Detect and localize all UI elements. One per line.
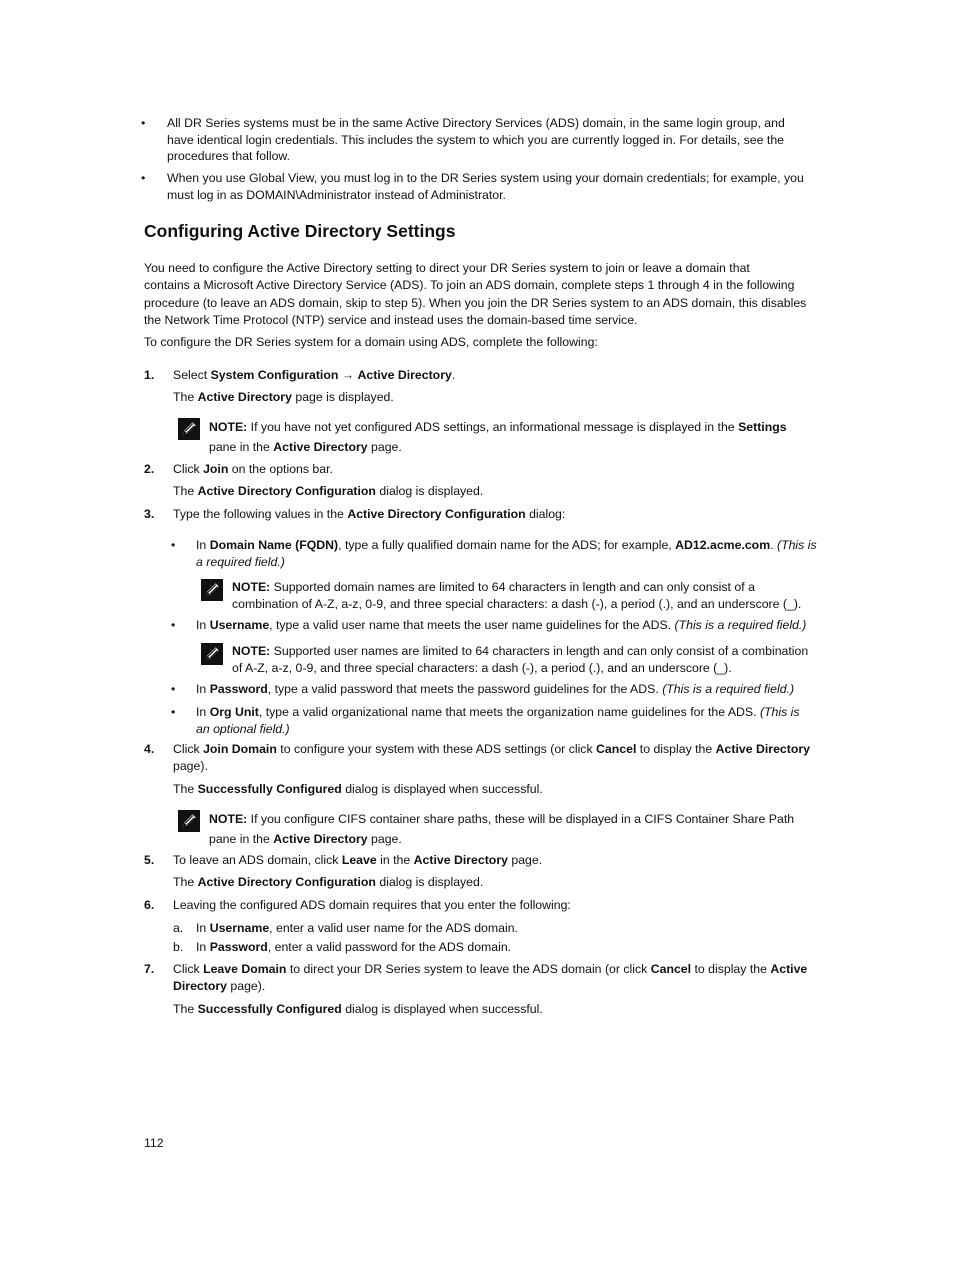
step-7: 7. Click Leave Domain to direct your DR Series system to leave the ADS domain (or click Cancel to display the Active Directory page).	[144, 962, 808, 993]
step-6-item-a: a. In Username, enter a valid user name for the ADS domain.	[173, 921, 518, 935]
bullet-glyph: •	[141, 116, 146, 130]
bullet-glyph: •	[171, 538, 176, 552]
item-label: b.	[173, 940, 184, 954]
term-active-directory: Active Directory	[273, 831, 368, 846]
intro-bullet-1-line-2: have identical login credentials. This includes the system to which you are currently logged in. For details, see the	[167, 132, 784, 147]
bullet-glyph: •	[171, 682, 176, 696]
term-password: Password	[209, 940, 268, 954]
term-settings: Settings	[738, 420, 787, 434]
term-active-directory: Active Directory	[197, 390, 292, 404]
note-pencil-icon	[201, 579, 223, 601]
step-3: 3. Type the following values in the Active Directory Configuration dialog:	[144, 507, 566, 521]
note-pencil-icon	[201, 643, 223, 665]
step-6: 6. Leaving the configured ADS domain requires that you enter the following:	[144, 898, 571, 912]
term-active-directory: Active Directory	[273, 439, 368, 454]
term-password: Password	[209, 682, 268, 696]
term-active-directory-configuration: Active Directory Configuration	[347, 507, 526, 521]
username-note: NOTE: Supported user names are limited to 64 characters in length and can only consist of a combination of A-Z, a-z, 0-9, and three special characters: a dash (-), a period (.), and an underscore (_).	[232, 644, 809, 675]
note-label: NOTE:	[209, 812, 248, 826]
intro-bullet-1-line-1: All DR Series systems must be in the same Active Directory Services (ADS) domain, in the same login group, and	[167, 116, 785, 130]
term-active: Active	[770, 962, 808, 976]
item-label: a.	[173, 921, 184, 935]
note-label: NOTE:	[209, 420, 248, 434]
step-5-result: The Active Directory Configuration dialog is displayed.	[173, 875, 484, 889]
note-pencil-icon	[178, 418, 200, 440]
intro-bullet-2-line-1: When you use Global View, you must log in to the DR Series system using your domain credentials; for example, you	[167, 171, 804, 185]
term-active-directory: Active Directory	[715, 742, 810, 756]
intro-paragraph-line-2: contains a Microsoft Active Directory Service (ADS). To join an ADS domain, complete steps 1 through 4 in the following	[144, 278, 795, 293]
term-successfully-configured: Successfully Configured	[197, 1002, 342, 1016]
term-cancel: Cancel	[596, 742, 637, 756]
step-number: 5.	[144, 853, 155, 867]
intro-paragraph-line-3: procedure (to leave an ADS domain, skip to step 5). When you join the DR Series system to an ADS domain, this disables	[144, 295, 807, 310]
step-7-result: The Successfully Configured dialog is displayed when successful.	[173, 1002, 543, 1016]
step-number: 1.	[144, 368, 155, 382]
step-3-bullet-domain-name: • In Domain Name (FQDN), type a fully qualified domain name for the ADS; for example, AD12.acme.com. (This is a required field.)	[171, 538, 817, 569]
term-system-configuration: System Configuration	[210, 368, 339, 382]
step-2: 2. Click Join on the options bar.	[144, 462, 333, 476]
term-active-directory-configuration: Active Directory Configuration	[197, 875, 376, 889]
term-active-directory: Active Directory	[413, 853, 508, 867]
step-3-bullet-password: • In Password, type a valid password that meets the password guidelines for the ADS. (This is a required field.)	[171, 682, 795, 696]
intro-paragraph-line-1: You need to configure the Active Directory setting to direct your DR Series system to join or leave a domain that	[144, 261, 750, 275]
term-leave-domain: Leave Domain	[203, 962, 287, 976]
intro-paragraph	[144, 260, 854, 329]
term-active-directory-configuration: Active Directory Configuration	[197, 484, 376, 498]
step-number: 4.	[144, 742, 155, 756]
step-1-result: The Active Directory page is displayed.	[173, 390, 394, 404]
bullet-glyph: •	[171, 618, 176, 632]
term-join: Join	[203, 462, 229, 476]
note-label: NOTE:	[232, 644, 271, 658]
intro-bullet-2-line-2: must log in as DOMAIN\Administrator instead of Administrator.	[167, 187, 506, 202]
step-number: 2.	[144, 462, 155, 476]
note-label: NOTE:	[232, 580, 271, 594]
term-active-directory: Active Directory	[357, 368, 452, 382]
term-username: Username	[209, 921, 270, 935]
term-directory: Directory	[173, 978, 227, 993]
step-4-result: The Successfully Configured dialog is displayed when successful.	[173, 782, 543, 796]
step-5: 5. To leave an ADS domain, click Leave in the Active Directory page.	[144, 853, 543, 867]
term-domain-name-fqdn: Domain Name (FQDN)	[209, 538, 339, 552]
step-4: 4. Click Join Domain to configure your system with these ADS settings (or click Cancel to display the Active Directory page).	[144, 742, 810, 773]
step-number: 3.	[144, 507, 155, 521]
step-4-note: NOTE: If you configure CIFS container share paths, these will be displayed in a CIFS Container Share Path pane in the Active Directory page.	[209, 812, 795, 846]
bullet-glyph: •	[141, 171, 146, 185]
step-3-bullet-username: • In Username, type a valid user name that meets the user name guidelines for the ADS. (This is a required field.)	[171, 618, 807, 632]
note-pencil-icon	[178, 810, 200, 832]
section-title: Configuring Active Directory Settings	[144, 221, 456, 241]
page-number: 112	[144, 1136, 164, 1150]
step-number: 7.	[144, 962, 155, 976]
bullet-glyph: •	[171, 705, 176, 719]
menu-arrow: →	[341, 368, 355, 382]
intro-bullet-1	[141, 115, 857, 165]
intro-bullet-1-line-3: procedures that follow.	[167, 149, 291, 163]
procedure-intro: To configure the DR Series system for a domain using ADS, complete the following:	[144, 335, 598, 349]
step-1-note: NOTE: If you have not yet configured ADS settings, an informational message is displayed in the Settings pane in the Active Directory page.	[209, 420, 787, 454]
intro-paragraph-line-4: the Network Time Protocol (NTP) service and instead uses the domain-based time service.	[144, 312, 638, 327]
term-leave: Leave	[341, 853, 377, 867]
term-cancel: Cancel	[650, 962, 692, 976]
step-number: 6.	[144, 898, 155, 912]
step-1: 1. Select System Configuration → Active Directory.	[144, 368, 456, 382]
term-org-unit: Org Unit	[209, 705, 259, 719]
term-successfully-configured: Successfully Configured	[197, 782, 342, 796]
step-3-bullet-org-unit: • In Org Unit, type a valid organizational name that meets the organization name guidelines for the ADS. (This is an optional field.)	[171, 705, 800, 736]
term-username: Username	[209, 618, 270, 632]
term-join-domain: Join Domain	[203, 742, 277, 756]
term-example-domain: AD12.acme.com	[675, 538, 771, 552]
step-2-result: The Active Directory Configuration dialog is displayed.	[173, 484, 484, 498]
step-6-item-b: b. In Password, enter a valid password for the ADS domain.	[173, 940, 512, 954]
intro-bullet-2	[141, 170, 857, 203]
domain-name-note: NOTE: Supported domain names are limited to 64 characters in length and can only consist of a combination of A-Z, a-z, 0-9, and three special characters: a dash (-), a period (.), and an underscore (_).	[232, 580, 802, 611]
